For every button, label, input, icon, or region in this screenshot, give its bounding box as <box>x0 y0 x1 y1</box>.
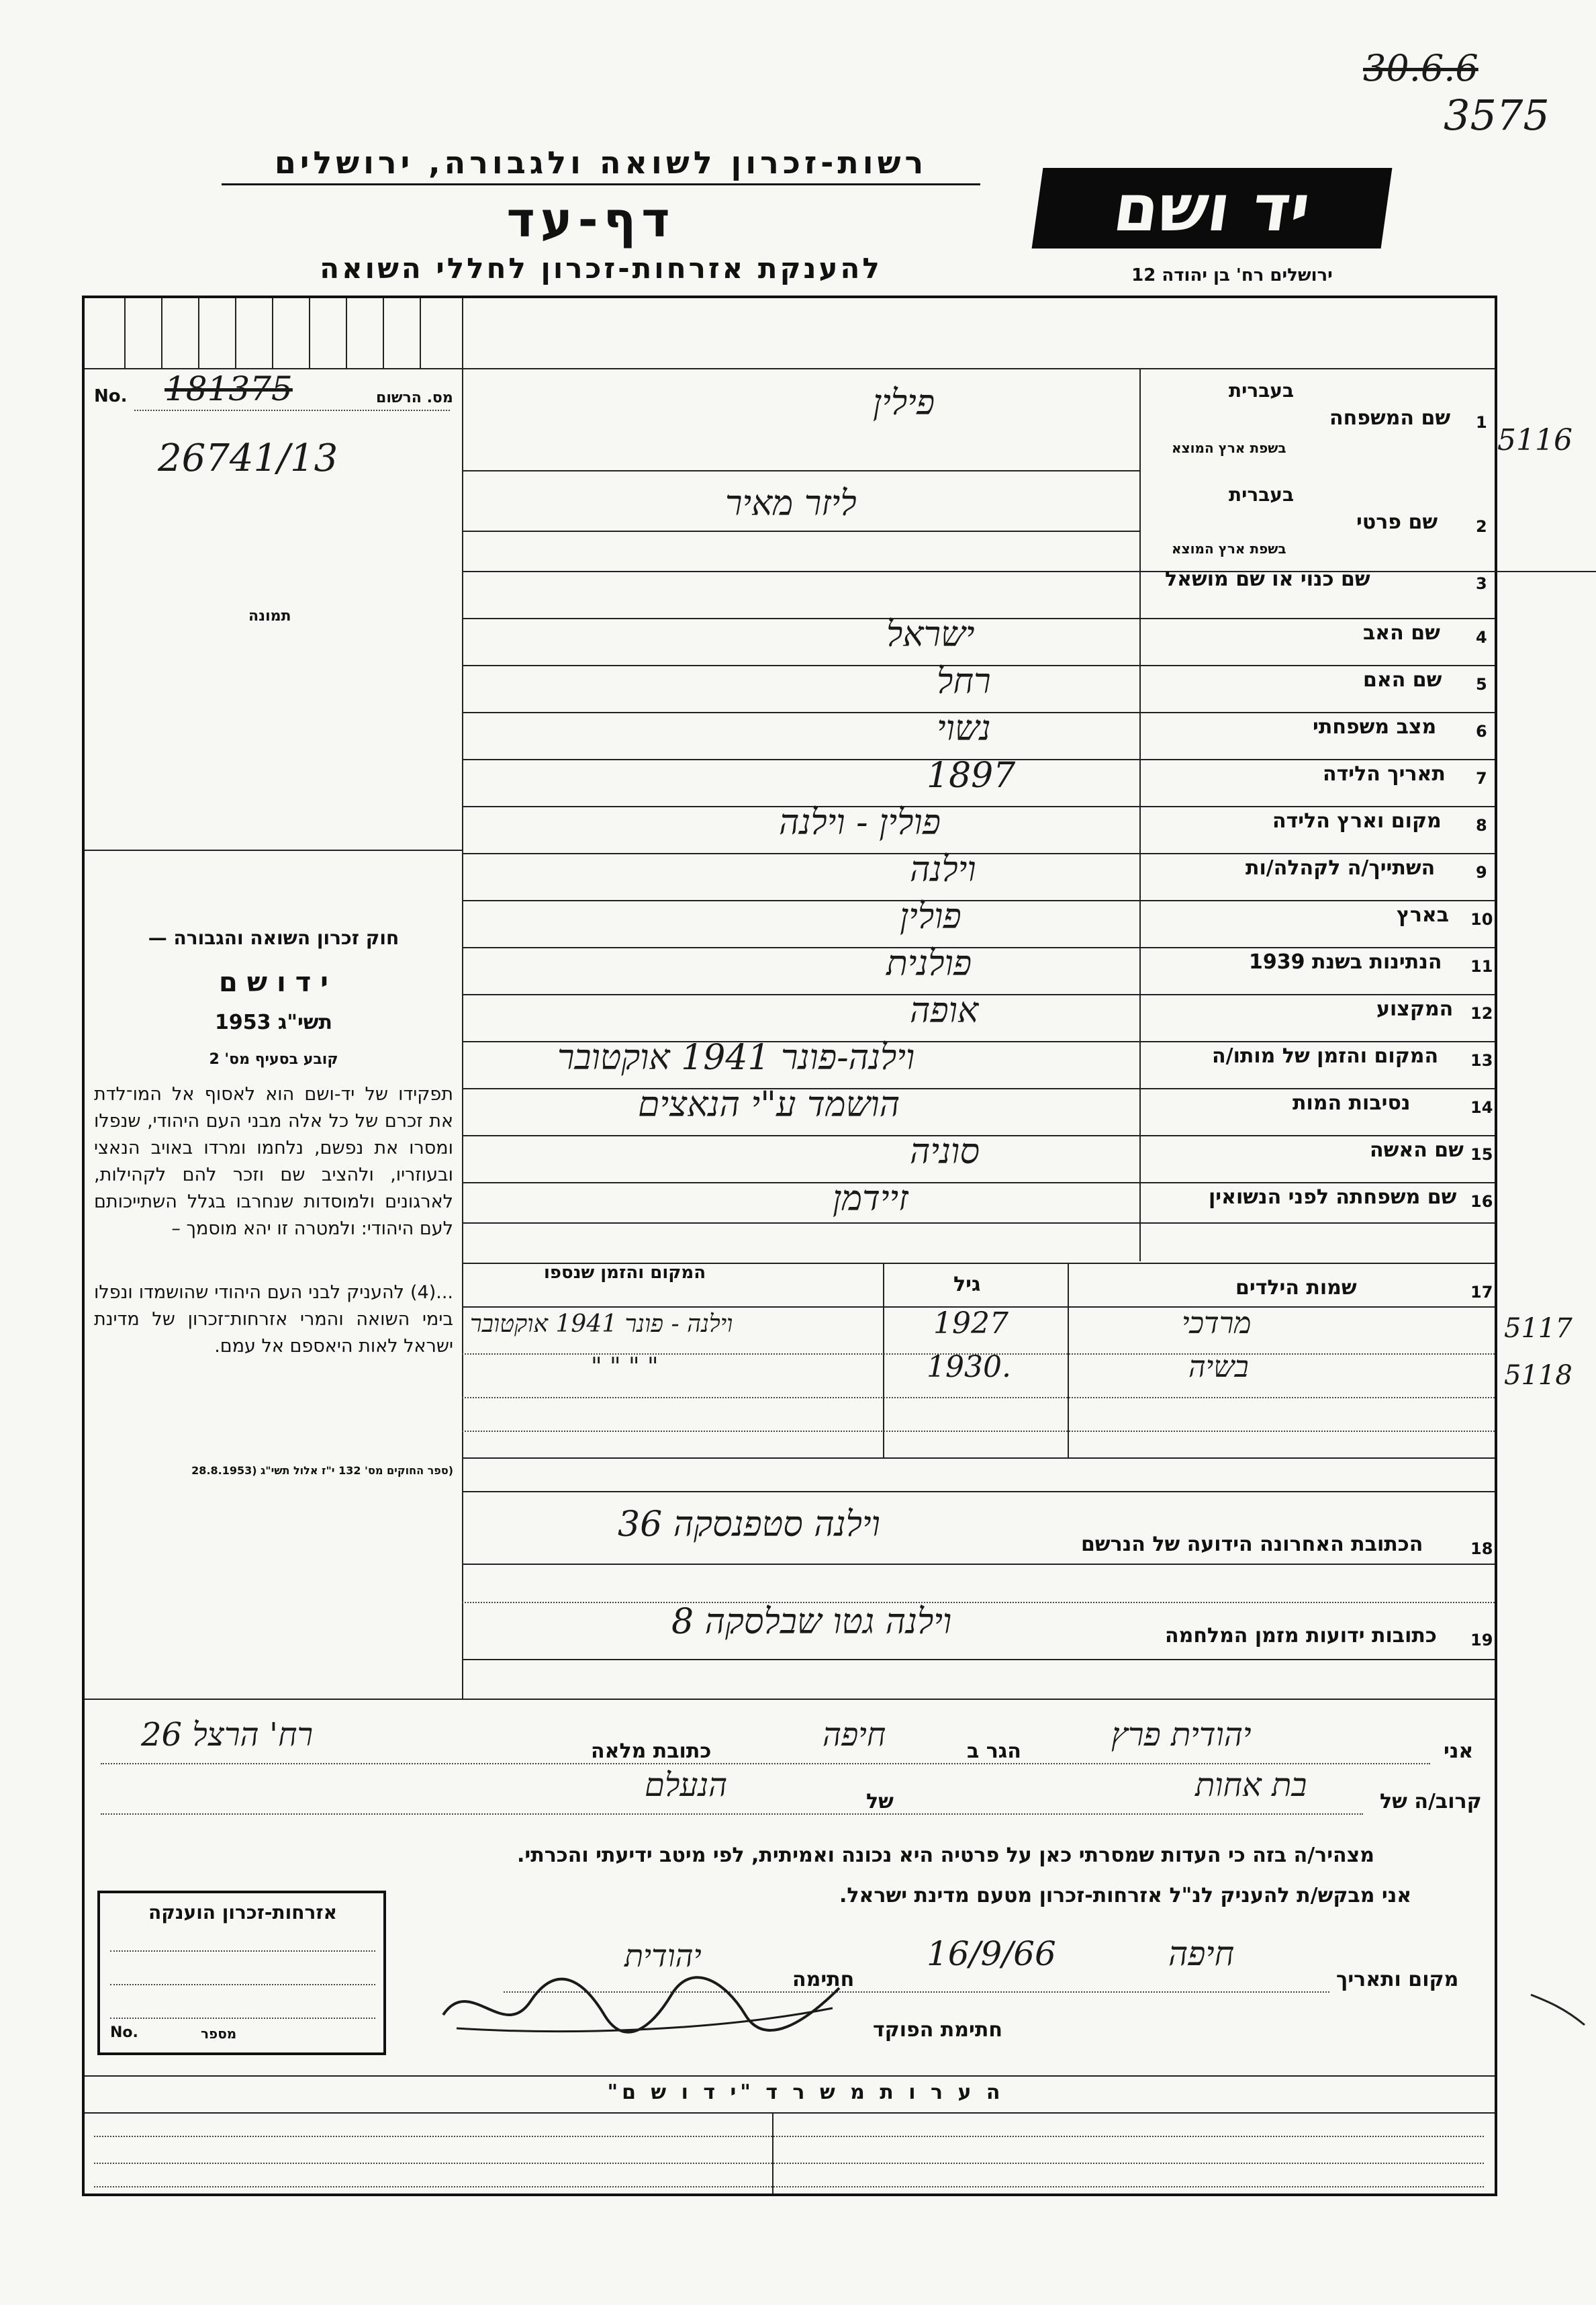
field-number-4: 4 <box>1476 628 1487 647</box>
field-number-11: 11 <box>1470 957 1493 976</box>
registry-number-label: מס. הרשום <box>376 390 453 406</box>
resides-value: חיפה <box>823 1716 886 1754</box>
photo-label: תמונה <box>248 608 291 625</box>
field-number-2: 2 <box>1476 517 1487 536</box>
law-section: קובע בסעיף מס' 2 <box>209 1051 338 1068</box>
citizenship-granted-box <box>97 1891 386 2055</box>
relative-label: קרוב/ה של <box>1380 1790 1482 1813</box>
officer-signature-scribble <box>430 1968 853 2042</box>
field-value-birth-date: 1897 <box>927 756 1016 796</box>
field-number-17: 17 <box>1470 1283 1493 1302</box>
given-local-sub: בשפת ארץ המוצא <box>1172 541 1286 557</box>
officer-signature-label: חתימת הפוקד <box>873 2018 1002 2042</box>
field-label-wife-name: שם האשה <box>1370 1138 1464 1162</box>
margin-code-child-1: 5117 <box>1504 1313 1572 1344</box>
declaration-ani: אני <box>1444 1739 1474 1763</box>
form-subtitle: להענקת אזרחות-זכרון לחללי השואה <box>320 252 882 285</box>
address-18-value: וילנה סטפנסקה 36 <box>618 1504 880 1545</box>
field-value-father: ישראל <box>886 615 975 655</box>
field-number-16: 16 <box>1470 1192 1493 1211</box>
field-value-marital-status: נשוי <box>937 709 991 749</box>
margin-pen-mark-svg <box>1528 1988 1588 2028</box>
place-value: חיפה <box>1168 1934 1235 1973</box>
children-header-place: המקום והזמן שנספו <box>544 1263 706 1283</box>
signature-label: חתימה <box>792 1968 855 1991</box>
field-value-community: וילנה <box>910 850 976 890</box>
field-label-death-place-time: המקום והזמן של מותו/ה <box>1212 1044 1439 1068</box>
field-value-death-place-time: וילנה-פונר 1941 אוקטובר <box>557 1038 915 1078</box>
of-label: של <box>866 1790 894 1813</box>
declarant-name: יהודית פרץ <box>1111 1716 1252 1754</box>
child-2-name: בשיה <box>1188 1350 1249 1384</box>
address-19-value: וילנה גטו שבלסקה 8 <box>671 1602 952 1642</box>
remarks-title: ה ע ר ו ת מ ש ר ד "י ד ו ש ם" <box>607 2081 1004 2104</box>
field-value-maiden-name: זיידמן <box>833 1179 908 1219</box>
field-value-death-circumstances: הושמד ע"י הנאצים <box>638 1085 900 1125</box>
law-citation: (ספר החוקים מס' 132 י"ז אלול תשי"ג (28.8.1953 <box>191 1464 453 1477</box>
field-value-citizenship-1939: פולנית <box>886 944 972 984</box>
citizenship-number-label: מספר <box>201 2026 237 2042</box>
field-label-community: השתייך/ה לקהלה/ות <box>1246 856 1436 880</box>
field-label-maiden-name: שם משפחתה לפני הנשואין <box>1209 1185 1457 1209</box>
margin-pen-mark <box>1528 1988 1588 2028</box>
field-number-1: 1 <box>1476 413 1487 432</box>
surname-local-sub: בשפת ארץ המוצא <box>1172 440 1286 456</box>
corner-code: 3575 <box>1444 91 1550 140</box>
date-value: 16/9/66 <box>927 1934 1056 1973</box>
field-number-12: 12 <box>1470 1004 1493 1023</box>
child-1-place: וילנה - פונר 1941 אוקטובר <box>470 1310 733 1338</box>
law-name: י ד ו ש ם <box>219 967 328 998</box>
field-label-birth-place: מקום וארץ הלידה <box>1272 809 1442 833</box>
law-paragraph-1: תפקידו של יד-ושם הוא לאסוף אל המו־לדת את זכרם של כל אלה מבני העם היהודי, שנפלו ומסרו את נפשם, נלחמו ומרדו באויב הנאצי ובעוזריו, ולהציב שם וזכר להם לקהילות, לארגונים ולמוסדות שנחרבו בגלל השתייכותם לעם היהודי: ולמטרה זו יהא מוסמך – <box>94 1084 453 1239</box>
registry-number-prefix: No. <box>94 386 128 406</box>
field-label-mother: שם האם <box>1363 668 1442 692</box>
field-value-given-name: ליזר מאיר <box>725 484 857 524</box>
field-number-15: 15 <box>1470 1145 1493 1164</box>
field-label-death-circumstances: נסיבות המות <box>1293 1091 1411 1115</box>
officer-signature-svg <box>430 1968 853 2042</box>
field-number-3: 3 <box>1476 574 1487 593</box>
field-label-profession: המקצוע <box>1376 997 1454 1021</box>
field-number-13: 13 <box>1470 1051 1493 1070</box>
registry-second-number: 26741/13 <box>158 437 338 480</box>
field-value-wife-name: סוניה <box>910 1132 980 1172</box>
margin-code-surname: 5116 <box>1497 423 1572 457</box>
field-label-country: בארץ <box>1397 903 1450 927</box>
field-number-10: 10 <box>1470 910 1493 929</box>
child-1-age: 1927 <box>933 1306 1008 1341</box>
place-date-label: מקום ותאריך <box>1336 1968 1459 1991</box>
field-number-5: 5 <box>1476 675 1487 694</box>
of-value: הנעלם <box>645 1766 728 1804</box>
child-2-place: " " " " <box>591 1353 659 1381</box>
address-line: ירושלים רח' בן יהודה 12 <box>1131 265 1333 285</box>
full-address-value: רח' הרצל 26 <box>141 1716 314 1754</box>
law-title: חוק זכרון השואה והגבורה — <box>148 927 400 949</box>
field-number-9: 9 <box>1476 863 1487 882</box>
yad-vashem-logo: יד ושם <box>1032 168 1393 248</box>
field-label-father: שם האב <box>1363 621 1440 645</box>
field-label-marital-status: מצב משפחתי <box>1313 715 1437 739</box>
law-year: תשי"ג 1953 <box>214 1011 333 1034</box>
law-paragraph-2: ...(4) להעניק לבני העם היהודי שהושמדו ונפלו בימי השואה והמרי אזרחות־זכרון של מדינת ישראל לאות היאספם אל עמם. <box>94 1282 453 1357</box>
child-1-name: מרדכי <box>1182 1306 1252 1341</box>
field-value-birth-place: פולין - וילנה <box>779 803 941 843</box>
signature-value: יהודית <box>624 1938 702 1974</box>
field-number-8: 8 <box>1476 816 1487 835</box>
registry-number-value: 181375 <box>165 369 293 408</box>
authority-line: רשות-זכרון לשואה ולגבורה, ירושלים <box>222 144 980 185</box>
field-label-citizenship-1939: הנתינות בשנת 1939 <box>1249 950 1442 974</box>
field-label-birth-date: תאריך הלידה <box>1323 762 1446 786</box>
citizenship-no-label: No. <box>110 2024 138 2041</box>
address-19-label: כתובות ידועות מזמן המלחמה <box>1165 1624 1437 1647</box>
children-header-names: שמות הילדים <box>1235 1276 1357 1300</box>
citizenship-granted-title: אזרחות-זכרון הוענקה <box>148 1901 337 1924</box>
full-address-label: כתובת מלאה <box>591 1739 712 1763</box>
field-number-18: 18 <box>1470 1539 1493 1558</box>
field-number-19: 19 <box>1470 1631 1493 1649</box>
field-value-profession: אופה <box>910 991 979 1031</box>
statement-2: אני מבקש/ת להעניק לנ"ל אזרחות-זכרון מטעם מדינת ישראל. <box>839 1884 1412 1907</box>
field-number-7: 7 <box>1476 769 1487 788</box>
children-header-age: גיל <box>953 1273 981 1296</box>
field-value-surname: פילין <box>873 383 935 423</box>
field-label-given-name: שם פרטי <box>1356 510 1438 534</box>
field-label-alias: שם כנוי או שם מושאל <box>1165 568 1370 591</box>
field-label-surname: שם המשפחה <box>1329 406 1451 430</box>
address-18-label: הכתובת האחרונה הידועה של הנרשם <box>1081 1533 1423 1556</box>
field-value-country: פולין <box>900 897 961 937</box>
given-hebrew-sub: בעברית <box>1229 484 1295 506</box>
resides-label: הגר ב <box>967 1739 1021 1763</box>
child-2-age: 1930. <box>927 1350 1011 1384</box>
struck-date: 30.6.6 <box>1363 47 1478 89</box>
field-number-14: 14 <box>1470 1098 1493 1117</box>
surname-hebrew-sub: בעברית <box>1229 379 1295 402</box>
relative-value: בת אחות <box>1195 1766 1307 1804</box>
field-value-mother: רחל <box>937 662 991 702</box>
form-title: דף-עד <box>506 191 675 248</box>
margin-code-child-2: 5118 <box>1504 1360 1572 1391</box>
field-number-6: 6 <box>1476 722 1487 741</box>
statement-1: מצהיר/ה בזה כי העדות שמסרתי כאן על פרטיה היא נכונה ואמיתית, לפי מיטב ידיעתי והכרתי. <box>517 1844 1374 1867</box>
